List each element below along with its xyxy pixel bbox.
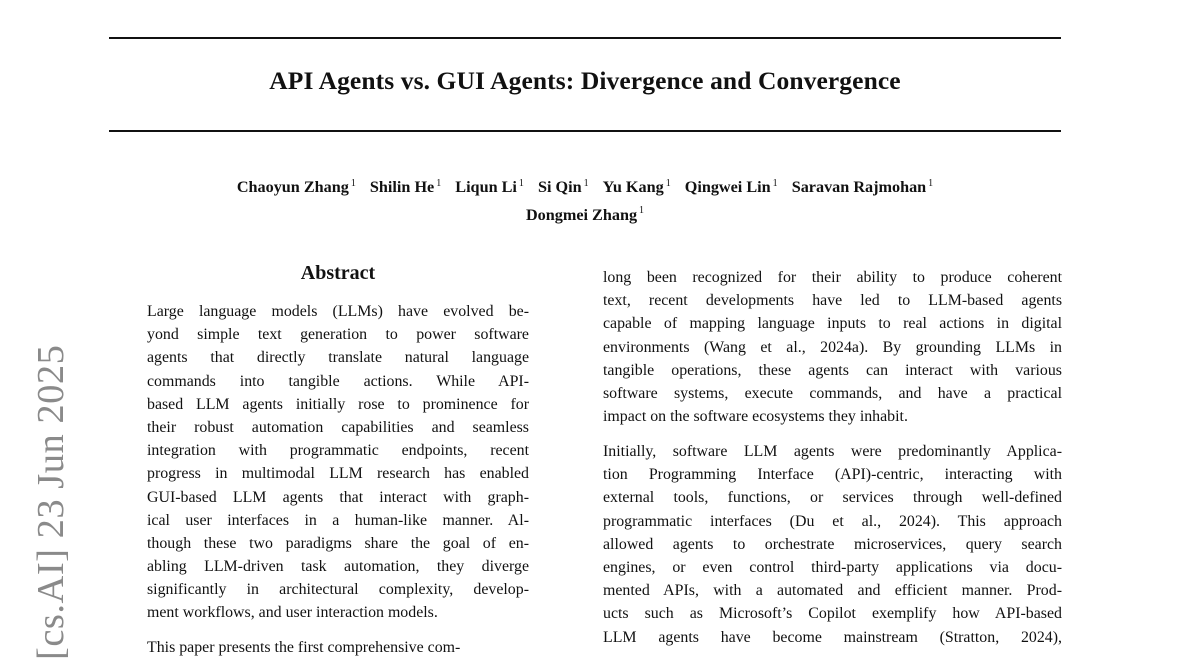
text-line: integration with programmatic endpoints, recent xyxy=(147,442,529,460)
affiliation-marker: 1 xyxy=(639,205,645,217)
text-line: mented APIs, with a automated and efficient manner. Prod- xyxy=(603,582,1062,600)
text-line: allowed agents to orchestrate microservices, query search xyxy=(603,535,1062,553)
author-name: Saravan Rajmohan $^1$ xyxy=(791,178,934,197)
author-name: Qingwei Lin $^1$ xyxy=(684,178,778,197)
text-line: tangible operations, these agents can interact with various xyxy=(603,361,1062,379)
text-line: commands into tangible actions. While API- xyxy=(147,372,529,390)
text-line: text, recent developments have led to LLM-based agents xyxy=(603,292,1062,310)
author-name: Shilin He $^1$ xyxy=(369,178,442,197)
text-line: Large language models (LLMs) have evolved be- xyxy=(147,303,529,320)
intro-paragraph-1 xyxy=(603,266,1062,428)
author-name: Dongmei Zhang $^1$ xyxy=(525,205,645,224)
text-line: ical user interfaces in a human-like manner. Al- xyxy=(147,511,529,529)
text-line: their robust automation capabilities and seamless xyxy=(147,418,529,436)
intro-paragraph-2 xyxy=(603,440,1062,649)
text-line: yond simple text generation to power software xyxy=(147,326,529,344)
text-line: environments (Wang et al., 2024a). By grounding LLMs in xyxy=(603,338,1062,356)
affiliation-marker: 1 xyxy=(772,178,778,189)
text-line: agents that directly translate natural language xyxy=(147,349,529,367)
author-name: Si Qin $^1$ xyxy=(537,178,589,197)
text-line: ucts such as Microsoft’s Copilot exemplify how API-based xyxy=(603,605,1062,623)
abstract-heading: Abstract xyxy=(300,262,376,284)
author-name: Liqun Li $^1$ xyxy=(455,178,524,197)
text-line: based LLM agents initially rose to prominence for xyxy=(147,395,529,413)
affiliation-marker: 1 xyxy=(583,178,589,189)
author-list xyxy=(109,172,1061,227)
text-line: external tools, functions, or services through well-defined xyxy=(603,489,1062,507)
paper-title: API Agents vs. GUI Agents: Divergence and Convergence xyxy=(269,66,901,95)
text-line: capable of mapping language inputs to real actions in digital xyxy=(603,315,1062,333)
author-name: Chaoyun Zhang $^1$ xyxy=(236,178,356,197)
affiliation-marker: 1 xyxy=(350,178,356,189)
text-line: Initially, software LLM agents were predominantly Applica- xyxy=(603,443,1062,460)
abstract-paragraph-2: This paper presents the first comprehensive com- xyxy=(147,639,461,656)
text-line: though these two paradigms share the goal of en- xyxy=(147,534,529,552)
affiliation-marker: 1 xyxy=(928,178,934,189)
title-rule-top xyxy=(109,37,1061,39)
text-line: GUI-based LLM agents that interact with graph- xyxy=(147,488,529,506)
author-name: Yu Kang $^1$ xyxy=(602,178,671,197)
text-line: impact on the software ecosystems they inhabit. xyxy=(603,408,908,426)
affiliation-marker: 1 xyxy=(518,178,524,189)
text-line: tion Programming Interface (API)-centric, interacting with xyxy=(603,466,1062,484)
text-line: programmatic interfaces (Du et al., 2024). This approach xyxy=(603,512,1062,530)
title-rule-bottom xyxy=(109,130,1061,132)
arxiv-stamp: [cs.AI] 23 Jun 2025 xyxy=(30,344,72,660)
affiliation-marker: 1 xyxy=(665,178,671,189)
text-line: significantly in architectural complexity, develop- xyxy=(147,581,529,599)
abstract-paragraph xyxy=(147,300,529,625)
text-line: ment workflows, and user interaction models. xyxy=(147,604,438,622)
text-line: progress in multimodal LLM research has enabled xyxy=(147,465,529,483)
text-line: abling LLM-driven task automation, they diverge xyxy=(147,558,529,576)
text-line: engines, or even control third-party applications via docu- xyxy=(603,558,1062,576)
text-line: long been recognized for their ability to produce coherent xyxy=(603,269,1062,286)
text-line: LLM agents have become mainstream (Stratton, 2024), xyxy=(603,628,1062,646)
affiliation-marker: 1 xyxy=(436,178,442,189)
text-line: software systems, execute commands, and have a practical xyxy=(603,384,1062,402)
